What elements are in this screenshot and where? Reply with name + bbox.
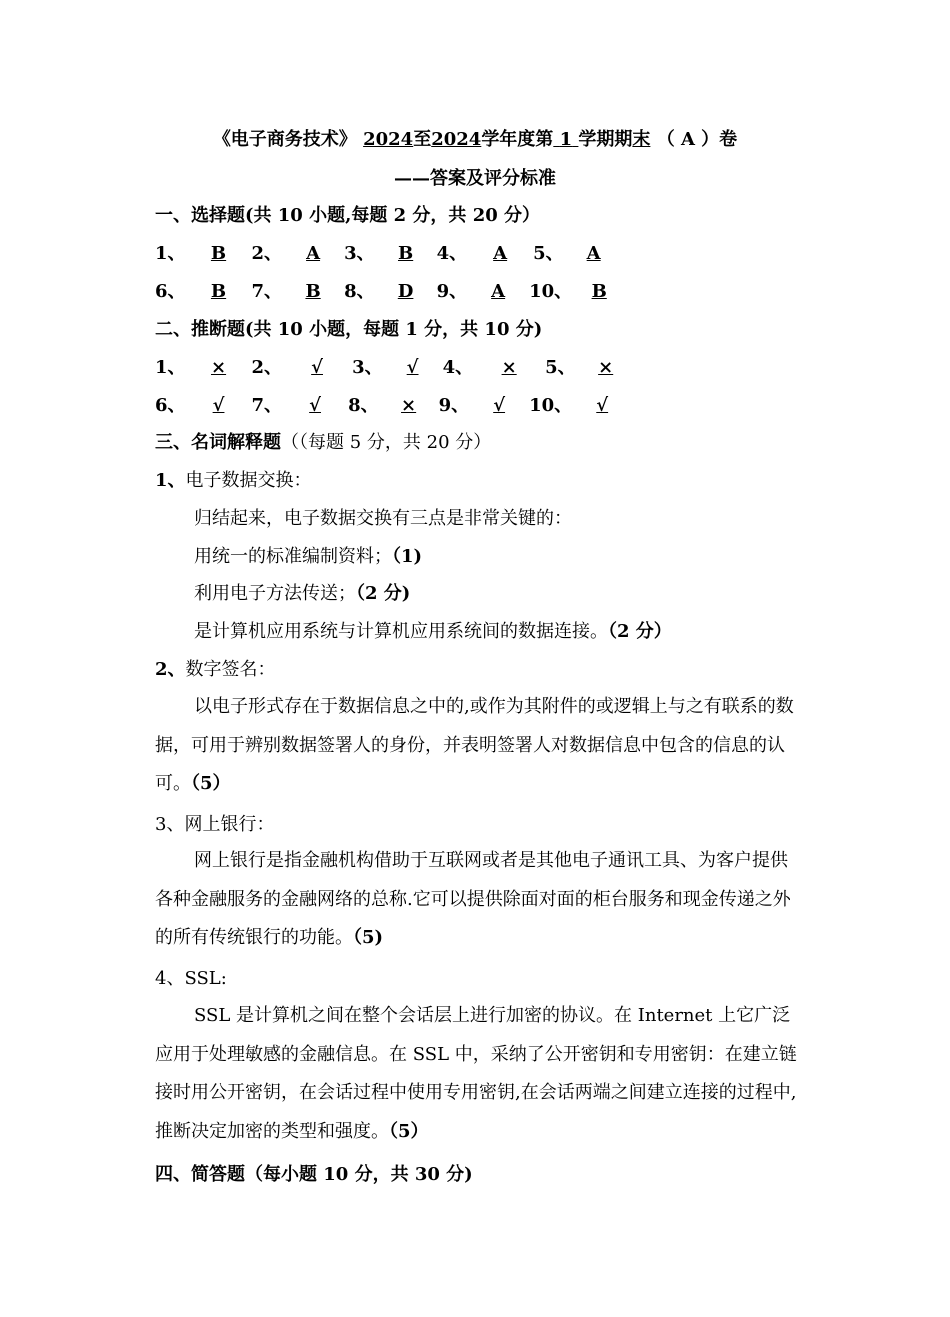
answer-value: B — [210, 281, 227, 302]
course-name: 《电子商务技术》 — [212, 129, 357, 150]
section-3-title-scoring: （（每题 5 分，共 20 分） — [281, 432, 492, 453]
answer-value: A — [306, 243, 321, 264]
q2-score: （5） — [191, 773, 231, 794]
section-3-title-bold: 三、名词解释题 — [155, 432, 281, 453]
section-1-row-2 — [155, 280, 626, 304]
q1-line-3-score: （2 分) — [356, 583, 411, 604]
year-end: 2024 — [431, 129, 482, 150]
q1-term: 电子数据交换： — [185, 470, 312, 491]
answer-value: √ — [311, 357, 323, 378]
answer-value: A — [586, 243, 601, 264]
q3-answer-text: 网上银行是指金融机构借助于互联网或者是其他电子通讯工具、为客户提供各种金融服务的金融网络的总称.它可以提供除面对面的柜台服务和现金传递之外的所有传统银行的功能。 — [155, 850, 791, 948]
question-number: 5、 — [545, 357, 576, 378]
answer-value: B — [397, 243, 414, 264]
question-number: 10、 — [529, 281, 573, 302]
page-title — [0, 128, 950, 152]
section-4-title: 四、简答题（每小题 10 分，共 30 分) — [155, 1164, 473, 1185]
year-start: 2024 — [363, 129, 414, 150]
q2-number: 2、 — [155, 659, 186, 680]
q1-line-3 — [194, 582, 410, 606]
answer-value: √ — [493, 395, 506, 416]
answer-value: D — [397, 281, 414, 302]
section-1-row-1 — [155, 242, 624, 266]
q2-term: 数字签名： — [185, 659, 276, 680]
question-number: 4、 — [436, 243, 468, 264]
answer-value: B — [210, 243, 227, 264]
question-number: 1、 — [155, 243, 186, 264]
answer-value: × — [501, 357, 517, 378]
section-2-row-2 — [155, 394, 632, 418]
q1-line-4-text: 是计算机应用系统与计算机应用系统间的数据连接。 — [194, 621, 608, 642]
question-number: 8、 — [344, 281, 375, 302]
title-mid: 学年度第 — [481, 129, 554, 150]
q2-answer-text: 以电子形式存在于数据信息之中的,或作为其附件的或逻辑上与之有联系的数据，可用于辨别数据签署人的身份，并表明签署人对数据信息中包含的信息的认可。 — [155, 696, 794, 794]
question-number: 5、 — [533, 243, 564, 264]
question-number: 2、 — [251, 357, 283, 378]
q2-answer — [155, 688, 800, 804]
q3-heading: 3、网上银行： — [155, 814, 275, 835]
q1-line-4-score: （2 分） — [608, 621, 672, 642]
section-1-title: 一、选择题(共 10 小题,每题 2 分，共 20 分） — [155, 205, 541, 226]
question-number: 6、 — [155, 395, 186, 416]
q4-answer-text: SSL 是计算机之间在整个会话层上进行加密的协议。在 Internet 上它广泛应用于处理敏感的金融信息。在 SSL 中，采纳了公开密钥和专用密钥：在建立链接时用公开密钥，在会话过程中使用专用密钥,在会话两端之间建立连接的过程中,推断决定加密的类型和强度。 — [155, 1005, 797, 1142]
q3-answer — [155, 842, 800, 958]
answer-value: A — [491, 281, 506, 302]
semester-number: 1 — [559, 129, 573, 150]
question-number: 4、 — [442, 357, 474, 378]
q2-heading — [155, 658, 276, 682]
answer-value: B — [591, 281, 607, 302]
section-2-title: 二、推断题(共 10 小题，每题 1 分，共 10 分) — [155, 319, 543, 340]
q1-heading — [155, 469, 312, 493]
q4-heading: 4、SSL: — [155, 968, 227, 989]
question-number: 1、 — [155, 357, 186, 378]
answer-value: √ — [596, 395, 609, 416]
title-mid2: 学期期 — [578, 129, 633, 150]
section-3-title — [155, 431, 491, 455]
q1-line-2 — [194, 545, 422, 569]
q1-line-3-text: 利用电子方法传送； — [194, 583, 356, 604]
q4-answer — [155, 997, 800, 1151]
answer-value: √ — [406, 357, 419, 378]
answer-value: × — [401, 395, 417, 416]
q1-line-1: 归结起来，电子数据交换有三点是非常关键的： — [194, 508, 572, 529]
q3-score: （5) — [353, 927, 384, 948]
question-number: 9、 — [436, 281, 468, 302]
q1-line-2-score: （1) — [392, 546, 423, 567]
q1-line-4 — [194, 620, 672, 644]
paper-version: （ A ）卷 — [656, 129, 738, 150]
question-number: 3、 — [352, 357, 383, 378]
q1-number: 1、 — [155, 470, 186, 491]
year-to: 至 — [413, 129, 432, 150]
page-subtitle: ——答案及评分标准 — [394, 168, 556, 189]
answer-value: √ — [309, 395, 321, 416]
question-number: 2、 — [251, 243, 283, 264]
question-number: 7、 — [251, 281, 283, 302]
question-number: 10、 — [529, 395, 573, 416]
question-number: 3、 — [344, 243, 375, 264]
question-number: 7、 — [251, 395, 283, 416]
q1-line-2-text: 用统一的标准编制资料； — [194, 546, 392, 567]
answer-value: A — [493, 243, 508, 264]
question-number: 6、 — [155, 281, 186, 302]
question-number: 9、 — [438, 395, 470, 416]
term-type: 末 — [632, 129, 651, 150]
answer-value: × — [210, 357, 227, 378]
q4-score: （5） — [389, 1120, 429, 1142]
question-number: 8、 — [348, 395, 379, 416]
answer-value: B — [305, 281, 321, 302]
answer-value: √ — [212, 395, 225, 416]
answer-value: × — [598, 357, 614, 378]
section-2-row-1 — [155, 356, 636, 380]
